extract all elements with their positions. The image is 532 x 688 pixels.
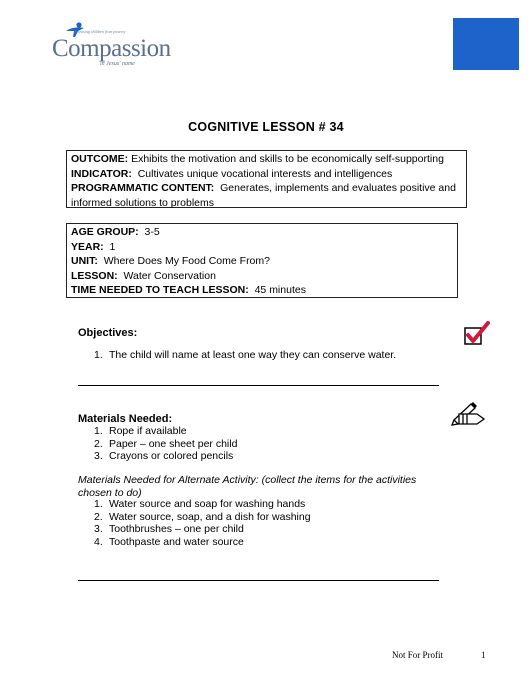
item-number: 1. <box>94 349 103 361</box>
time-label: TIME NEEDED TO TEACH LESSON: <box>71 284 249 296</box>
outcome-line <box>71 152 462 167</box>
list-item <box>94 450 454 463</box>
divider <box>78 385 439 386</box>
age-value: 3-5 <box>144 226 160 238</box>
time-value: 45 minutes <box>254 284 306 296</box>
programmatic-value: Generates, implements and evaluates positive and informed solutions to problems <box>71 182 456 209</box>
item-number: 1. <box>94 498 103 510</box>
checkbox-check-icon <box>464 321 490 347</box>
logo-wordmark: Compassion <box>52 35 171 62</box>
indicator-value: Cultivates unique vocational interests and intelligences <box>137 167 393 180</box>
item-number: 2. <box>94 510 103 523</box>
lesson-label: LESSON: <box>71 269 118 282</box>
list-item <box>94 438 454 451</box>
logo-subline: in Jesus' name <box>100 61 135 67</box>
footer-label: Not For Profit <box>392 650 444 660</box>
item-number: 4. <box>94 535 103 548</box>
brand-color-block <box>453 18 519 70</box>
year-line <box>71 240 453 255</box>
item-text: Water source, soap, and a dish for washing <box>109 510 311 523</box>
list-item <box>94 349 454 362</box>
item-text: Toothpaste and water source <box>109 535 244 548</box>
outcome-box <box>66 150 467 208</box>
programmatic-line <box>71 181 462 210</box>
page-number: 1 <box>481 650 486 660</box>
item-number: 3. <box>94 450 103 462</box>
item-number: 1. <box>94 425 103 437</box>
list-item <box>94 523 454 536</box>
item-text: Rope if available <box>109 425 187 437</box>
indicator-line <box>71 167 462 182</box>
age-label: AGE GROUP: <box>71 226 139 238</box>
compassion-logo <box>52 22 172 72</box>
indicator-label: INDICATOR: <box>71 167 132 180</box>
time-line <box>71 283 453 298</box>
unit-value: Where Does My Food Come From? <box>103 255 270 267</box>
item-text: Paper – one sheet per child <box>109 437 238 450</box>
lesson-line <box>71 269 453 284</box>
programmatic-label: PROGRAMMATIC CONTENT: <box>71 182 215 194</box>
materials-list <box>94 425 454 463</box>
item-text: Crayons or colored pencils <box>109 450 234 462</box>
list-item <box>94 498 454 511</box>
item-text: The child will name at least one way they can conserve water. <box>109 349 397 361</box>
objectives-heading: Objectives: <box>78 327 138 339</box>
outcome-label: OUTCOME: <box>71 153 129 165</box>
item-text: Toothbrushes – one per child <box>109 523 244 535</box>
list-item <box>94 536 454 549</box>
alternate-materials-note: Materials Needed for Alternate Activity: (collect the items for the activities chosen to do) <box>78 474 417 499</box>
unit-line <box>71 254 453 269</box>
item-text: Water source and soap for washing hands <box>109 498 306 510</box>
age-line <box>71 225 453 240</box>
materials-heading: Materials Needed: <box>78 413 173 425</box>
alternate-materials-list <box>94 498 454 548</box>
logo-tagline: Releasing children from poverty <box>74 29 126 34</box>
item-number: 2. <box>94 437 103 450</box>
divider <box>78 580 439 581</box>
list-item <box>94 511 454 524</box>
outcome-value: Exhibits the motivation and skills to be economically self-supporting <box>131 153 444 165</box>
lesson-value: Water Conservation <box>123 269 216 282</box>
list-item <box>94 425 454 438</box>
pencil-crayon-icon <box>451 400 487 426</box>
year-value: 1 <box>109 240 116 253</box>
unit-label: UNIT: <box>71 255 98 267</box>
item-number: 3. <box>94 523 103 535</box>
objectives-list <box>94 349 454 362</box>
page-title: COGNITIVE LESSON # 34 <box>188 120 344 134</box>
year-label: YEAR: <box>71 240 104 253</box>
lesson-info-box <box>66 223 458 298</box>
